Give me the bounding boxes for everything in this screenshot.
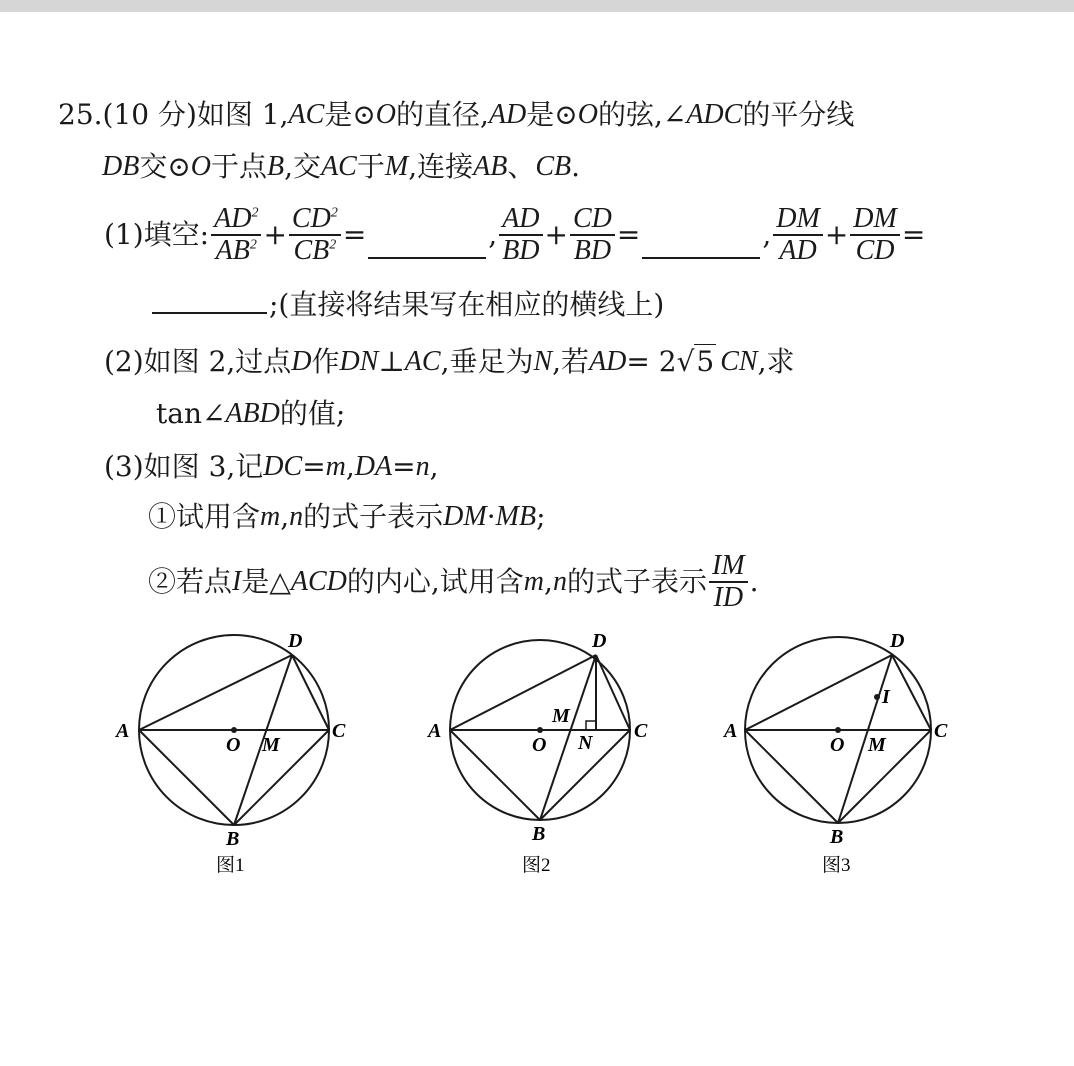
var-CN: CN <box>720 346 758 377</box>
frac-num: CD <box>291 203 331 234</box>
segment-AB <box>745 730 838 823</box>
segment-AB <box>450 730 540 820</box>
question-3-sub-2 <box>148 550 759 614</box>
text: (3)如图 3,记 <box>104 450 264 483</box>
text: ②若点 <box>148 565 233 598</box>
label-A: A <box>116 720 130 742</box>
text: ,连接 <box>408 150 474 183</box>
label-A: A <box>428 720 442 742</box>
center-dot <box>231 727 237 733</box>
question-1-tail: ;(直接将结果写在相应的横线上) <box>269 288 665 321</box>
problem-number-text: 25.(10 分)如图 1, <box>58 98 289 131</box>
label-B: B <box>830 826 844 848</box>
figure-3 <box>720 625 960 880</box>
text: ,垂足为 <box>440 345 534 378</box>
figure-1 <box>110 625 350 880</box>
frac-den: AB <box>215 235 250 266</box>
var-DB: DB <box>102 151 140 182</box>
fraction-AD2-AB2 <box>211 204 261 266</box>
var-MB: MB <box>495 501 537 532</box>
text: 的平分线 <box>742 98 855 131</box>
var-m: m <box>523 566 545 597</box>
question-1-label: (1)填空: <box>104 218 210 251</box>
var-AB: AB <box>473 151 508 182</box>
label-C: C <box>934 720 948 742</box>
figure-2 <box>422 625 662 880</box>
var-ABD: ABD <box>225 398 280 429</box>
comma: , <box>280 500 290 533</box>
sup: 2 <box>249 237 257 253</box>
text: . <box>749 565 759 598</box>
question-3-line-1 <box>104 450 439 484</box>
label-M: M <box>262 734 280 756</box>
sup: 2 <box>330 205 338 221</box>
var-DN: DN <box>339 346 379 377</box>
answer-blank-2[interactable] <box>642 237 760 259</box>
var-m: m <box>325 451 346 482</box>
label-I: I <box>882 686 890 708</box>
text: 、 <box>507 150 536 183</box>
perp-sign: ⊥ <box>378 345 405 378</box>
var-ADC: ADC <box>686 99 743 130</box>
segment-DC <box>892 655 931 730</box>
label-M: M <box>552 705 570 727</box>
label-O: O <box>830 734 845 756</box>
center-dot <box>537 727 543 733</box>
label-O: O <box>226 734 241 756</box>
label-O: O <box>532 734 547 756</box>
frac-num: AD <box>214 203 252 234</box>
text: 交⊙ <box>139 150 191 183</box>
segment-DC <box>596 655 630 730</box>
label-B: B <box>226 828 240 850</box>
var-AC: AC <box>321 151 357 182</box>
label-C: C <box>332 720 346 742</box>
label-D: D <box>592 630 607 652</box>
var-N: N <box>533 346 553 377</box>
text: 的式子表示 <box>566 565 707 598</box>
equals-sign: = <box>901 218 926 251</box>
text: 的值; <box>279 397 346 430</box>
label-M: M <box>868 734 886 756</box>
text: tan∠ <box>156 397 226 430</box>
center-dot <box>835 727 841 733</box>
text: 的式子表示 <box>303 500 444 533</box>
var-DM: DM <box>443 501 487 532</box>
var-AD: AD <box>589 346 627 377</box>
fraction-DM-AD: $\frac{DM}{AD}$ <box>773 204 823 266</box>
text: ①试用含 <box>148 500 261 533</box>
fraction-DM-CD: $\frac{DM}{CD}$ <box>850 204 900 266</box>
fraction-AD-BD: $\frac{AD}{BD}$ <box>499 204 542 266</box>
fraction-CD2-CB2 <box>289 204 341 266</box>
equals-sign: = <box>342 218 367 251</box>
fraction-IM-ID: $\frac{IM}{ID}$ <box>709 551 748 613</box>
label-A: A <box>724 720 738 742</box>
text: 于 <box>356 150 385 183</box>
segment-AB <box>139 730 234 825</box>
text: ; <box>536 500 546 533</box>
var-n: n <box>415 451 430 482</box>
label-N: N <box>578 732 593 754</box>
var-n: n <box>552 566 567 597</box>
caption-figure-2: 图2 <box>522 855 551 876</box>
text: 的弦,∠ <box>597 98 687 131</box>
var-D: D <box>291 346 312 377</box>
text: 作 <box>311 345 340 378</box>
var-AD: AD <box>488 99 527 130</box>
text: = <box>302 450 326 483</box>
comma: , <box>762 218 772 251</box>
question-2-line-1 <box>104 345 795 379</box>
var-DC: DC <box>263 451 303 482</box>
label-B: B <box>532 823 546 845</box>
answer-blank-3[interactable] <box>152 292 267 314</box>
var-I: I <box>232 566 242 597</box>
var-O: O <box>577 99 598 130</box>
equals-sign: = <box>616 218 641 251</box>
text: , <box>429 450 439 483</box>
var-CB: CB <box>535 151 572 182</box>
text: ,若 <box>552 345 590 378</box>
text: , <box>345 450 355 483</box>
sup: 2 <box>329 237 337 253</box>
problem-line-2 <box>102 150 580 184</box>
var-n: n <box>289 501 304 532</box>
var-AC: AC <box>288 99 325 130</box>
answer-blank-1[interactable] <box>368 237 486 259</box>
plus-sign: + <box>544 218 568 251</box>
plus-sign: + <box>824 218 849 251</box>
caption-figure-1: 图1 <box>216 855 245 876</box>
var-ACD: ACD <box>290 566 347 597</box>
text: ,求 <box>757 345 795 378</box>
dot-sign: · <box>486 500 496 533</box>
var-DA: DA <box>354 451 393 482</box>
right-angle-mark <box>586 721 596 730</box>
plus-sign: + <box>263 218 287 251</box>
text: 的直径, <box>396 98 489 131</box>
fraction-CD-BD: $\frac{CD}{BD}$ <box>570 204 615 266</box>
sqrt-sign: √ <box>676 345 695 378</box>
question-3-sub-1 <box>148 500 546 534</box>
question-1-line <box>104 203 925 267</box>
text: = <box>392 450 416 483</box>
text: . <box>571 150 581 183</box>
var-AC: AC <box>404 346 441 377</box>
var-O: O <box>190 151 212 182</box>
var-O: O <box>375 99 397 130</box>
text: = 2 <box>626 345 677 378</box>
label-D: D <box>890 630 905 652</box>
question-2-line-2 <box>156 397 345 431</box>
comma: , <box>544 565 553 598</box>
top-bar <box>0 0 1074 12</box>
segment-AD <box>745 655 892 730</box>
label-C: C <box>634 720 648 742</box>
comma: , <box>488 218 498 251</box>
caption-figure-3: 图3 <box>822 855 851 876</box>
text: 于点 <box>211 150 268 183</box>
incenter-dot <box>874 694 880 700</box>
problem-line-1 <box>58 98 854 132</box>
text: (2)如图 2,过点 <box>104 345 292 378</box>
segment-AD <box>139 655 292 730</box>
text: 是⊙ <box>526 98 578 131</box>
var-m: m <box>260 501 281 532</box>
text: 的内心,试用含 <box>346 565 524 598</box>
sqrt-5 <box>677 345 717 379</box>
sqrt-radicand: 5 <box>696 345 715 378</box>
sup: 2 <box>251 205 259 221</box>
var-M: M <box>384 151 409 182</box>
frac-den: CB <box>293 235 330 266</box>
var-B: B <box>267 151 285 182</box>
text: 是△ <box>241 565 291 598</box>
text: ,交 <box>284 150 322 183</box>
segment-DC <box>292 655 329 730</box>
label-D: D <box>288 630 303 652</box>
question-1-line-2 <box>150 288 664 322</box>
segment-CB <box>234 730 329 825</box>
text: 是⊙ <box>324 98 376 131</box>
